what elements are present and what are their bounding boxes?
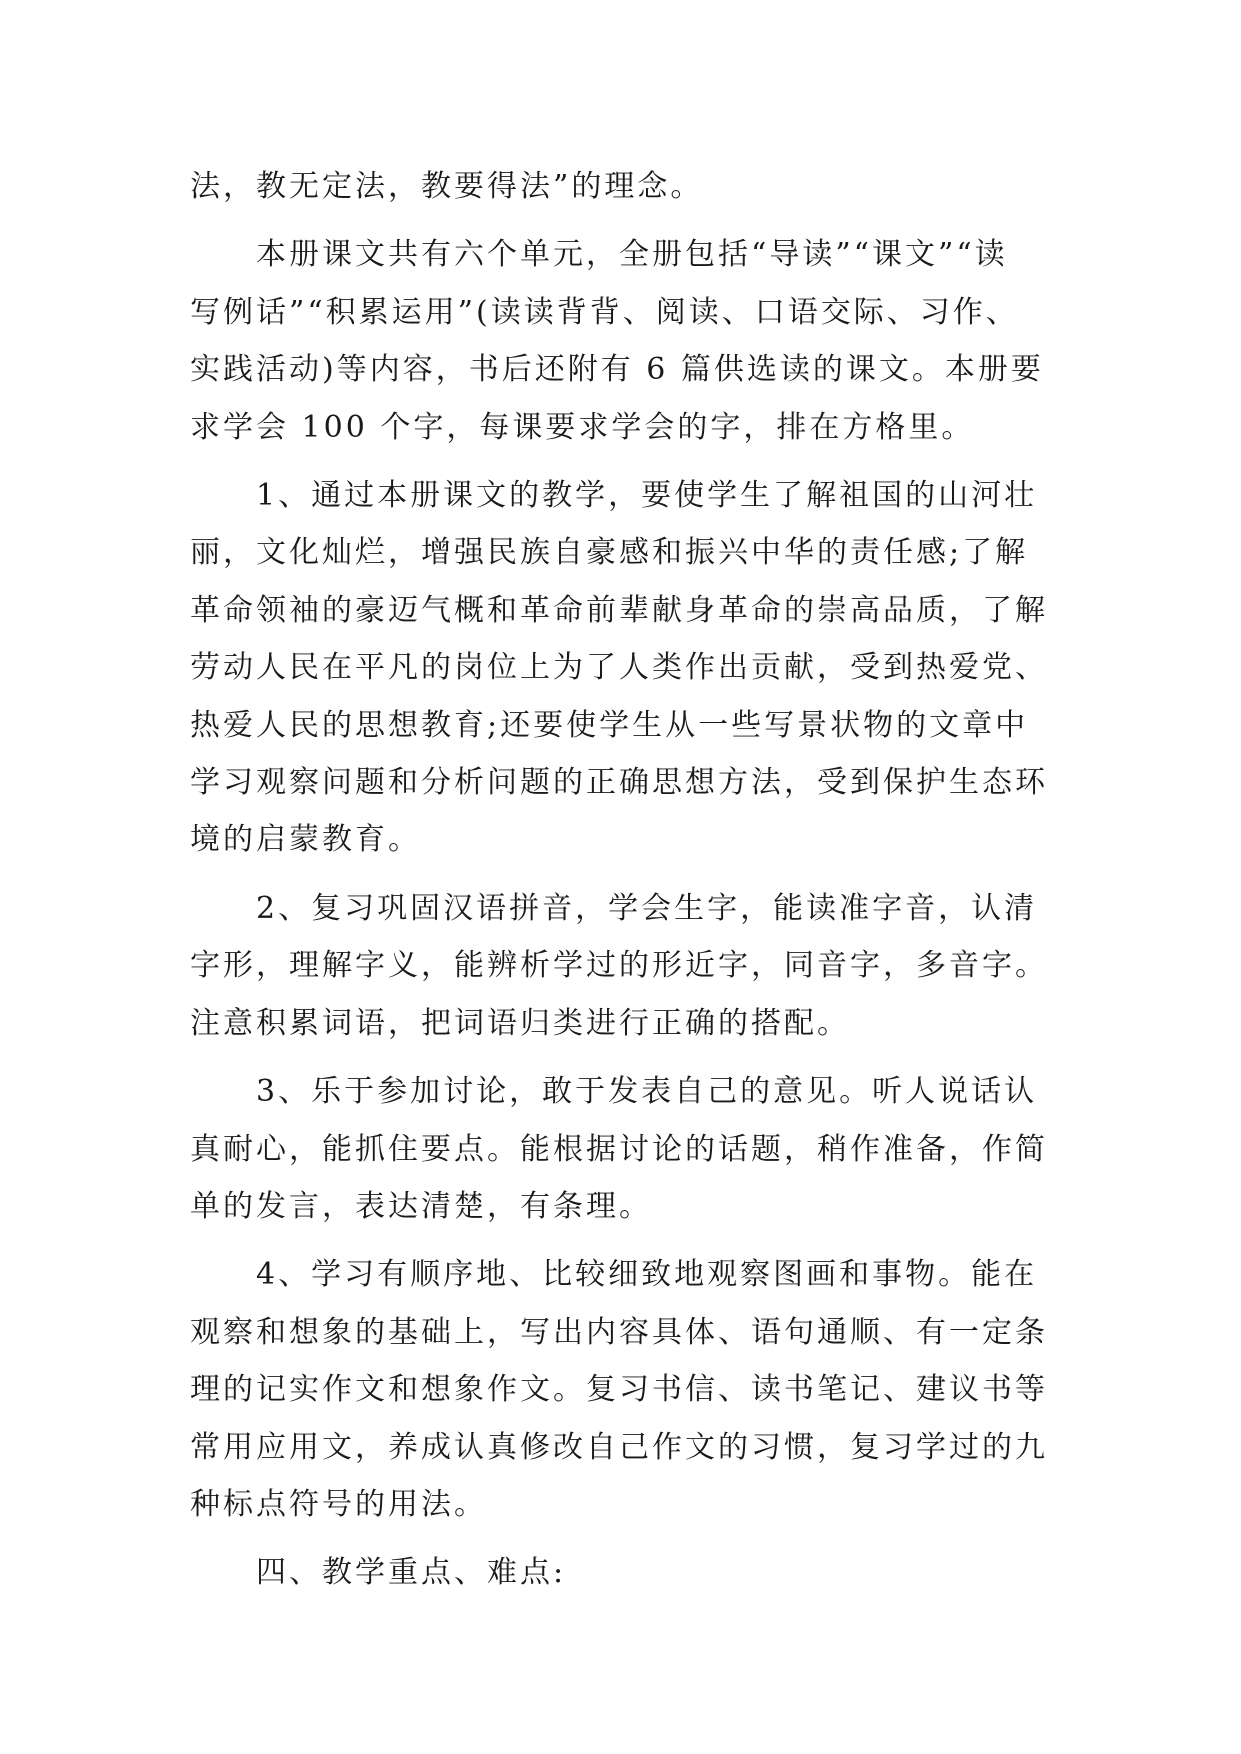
text-line: 种标点符号的用法。 [190, 1486, 487, 1522]
text-line: 单的发言，表达清楚，有条理。 [190, 1188, 652, 1224]
paragraph-goal-1 [190, 467, 1050, 869]
text-line: 本册课文共有六个单元，全册包括“导读”“课文”“读 [256, 237, 1008, 273]
text-line: 1、通过本册课文的教学，要使学生了解祖国的山河壮 [256, 478, 1038, 514]
text-line: 3、乐于参加讨论，敢于发表自己的意见。听人说话认 [256, 1074, 1038, 1110]
text-line: 热爱人民的思想教育;还要使学生从一些写景状物的文章中 [190, 707, 1029, 743]
text-line: 求学会 100 个字，每课要求学会的字，排在方格里。 [190, 409, 975, 445]
section-heading-key-points [190, 1544, 1050, 1601]
paragraph-goal-2 [190, 880, 1050, 1052]
text-line: 法，教无定法，教要得法”的理念。 [190, 169, 704, 204]
heading-line: 四、教学重点、难点: [256, 1555, 567, 1591]
text-line: 劳动人民在平凡的岗位上为了人类作出贡献，受到热爱党、 [190, 650, 1048, 686]
text-line: 实践活动)等内容，书后还附有 6 篇供选读的课文。本册要 [190, 352, 1044, 388]
text-line: 真耐心，能抓住要点。能根据讨论的话题，稍作准备，作简 [190, 1131, 1048, 1167]
text-line: 理的记实作文和想象作文。复习书信、读书笔记、建议书等 [190, 1372, 1048, 1408]
text-line: 2、复习巩固汉语拼音，学会生字，能读准字音，认清 [256, 890, 1038, 926]
text-line: 学习观察问题和分析问题的正确思想方法，受到保护生态环 [190, 765, 1048, 801]
paragraph-goal-4 [190, 1246, 1050, 1533]
text-line: 常用应用文，养成认真修改自己作文的习惯，复习学过的九 [190, 1429, 1048, 1465]
text-line: 注意积累词语，把词语归类进行正确的搭配。 [190, 1005, 850, 1041]
text-line: 境的启蒙教育。 [190, 822, 421, 858]
text-line: 丽，文化灿烂，增强民族自豪感和振兴中华的责任感;了解 [190, 535, 1029, 571]
text-line: 革命领袖的豪迈气概和革命前辈献身革命的崇高品质，了解 [190, 592, 1048, 628]
paragraph-continuation [190, 158, 1050, 215]
paragraph-goal-3 [190, 1063, 1050, 1235]
paragraph-textbook-overview [190, 226, 1050, 456]
document-body [190, 158, 1050, 1602]
text-line: 写例话”“积累运用”(读读背背、阅读、口语交际、习作、 [190, 294, 1019, 330]
text-line: 观察和想象的基础上，写出内容具体、语句通顺、有一定条 [190, 1314, 1048, 1350]
text-line: 字形，理解字义，能辨析学过的形近字，同音字，多音字。 [190, 948, 1048, 984]
text-line: 4、学习有顺序地、比较细致地观察图画和事物。能在 [256, 1257, 1038, 1293]
